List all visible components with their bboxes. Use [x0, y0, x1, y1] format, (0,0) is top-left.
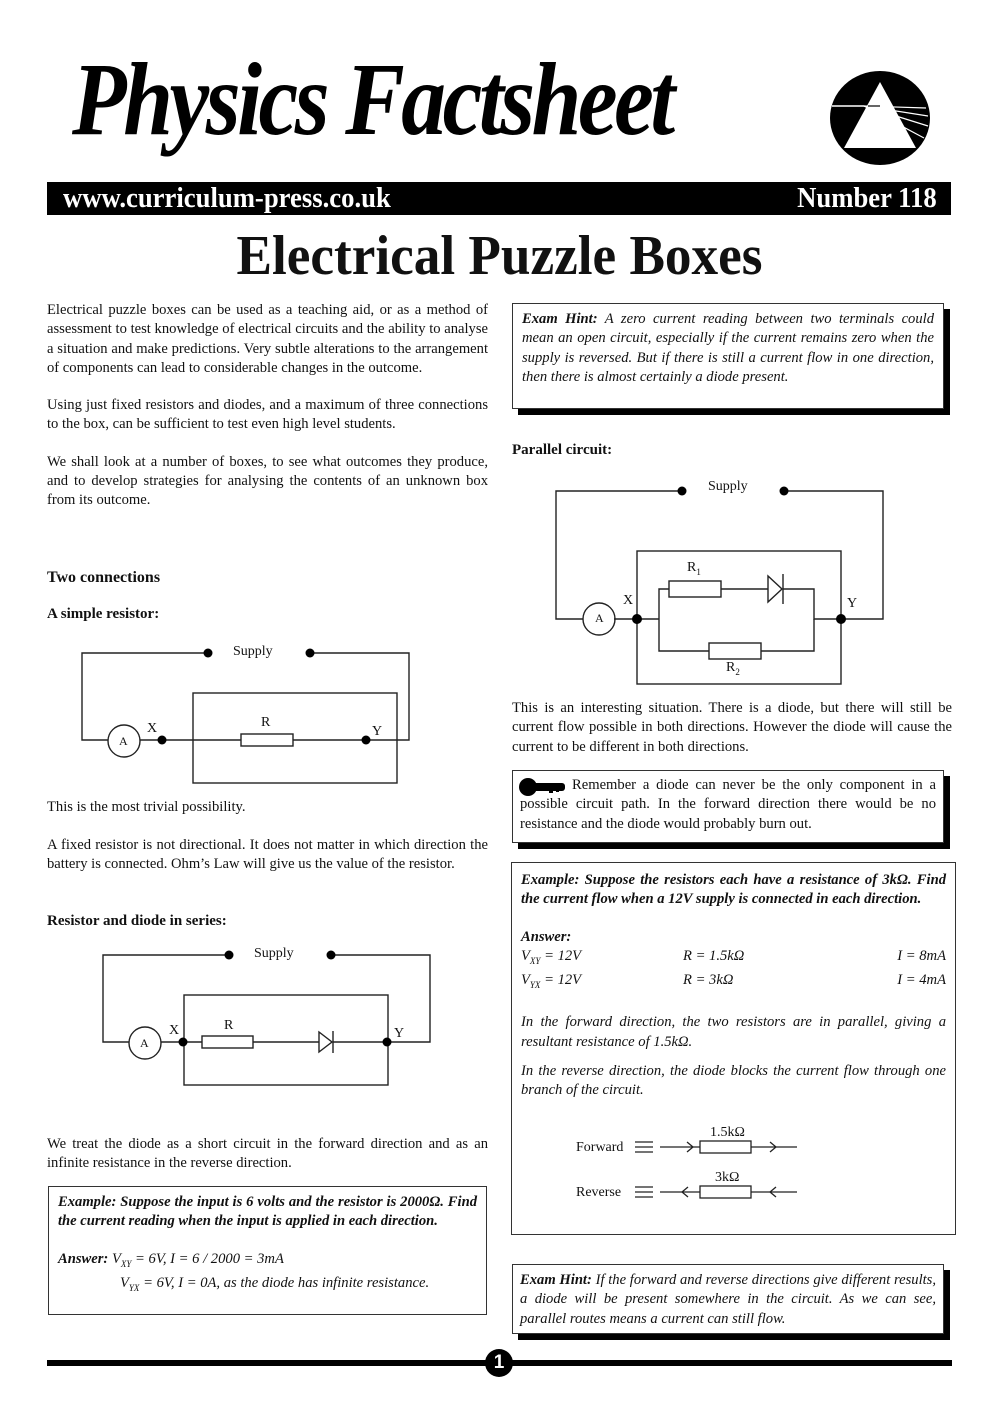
example-answer-line-1: Answer: $V_{XY} = 6V$, I = 6 / 2000 = 3mA — [58, 1250, 284, 1269]
terminal-x-label: X — [147, 721, 158, 736]
exam-hint-box-2 — [512, 1264, 944, 1334]
key-note-text: Remember a diode can never be the only component in a possible circuit path. In the forward direction there would be no resistance and the diode would probably burn out. — [520, 777, 936, 832]
prism-logo-icon — [828, 70, 932, 166]
exam-hint-1-text: Exam Hint: A zero current reading between two terminals could mean an open circuit, especially if the current remains zero when the supply is reversed. But if there is still a current flow in one direction, then there is almost certainly a diode present. — [522, 311, 935, 385]
masthead-bar — [47, 182, 951, 215]
forward-explanation: In the forward direction, the two resistors are in parallel, giving a resultant resistance of 1.5kΩ. — [521, 1014, 946, 1050]
intro-paragraph-3: We shall look at a number of boxes, to see what outcomes they produce, and to develop strategies for analysing the contents of an unknown box from its outcome. — [47, 453, 488, 509]
parallel-explanation-text: This is an interesting situation. There is a diode, but there will still be current flow possible in both directions. However the diode will cause the current to be different in both directions. — [512, 700, 952, 755]
supply-label: Supply — [233, 644, 273, 659]
answer-row-2: $V_{YX} = 12V$ R = 3kΩ I = 4mA — [521, 972, 946, 990]
exam-hint-label: Exam Hint: — [522, 311, 598, 327]
page-number: 1 — [485, 1349, 513, 1377]
ammeter-label: A — [595, 611, 604, 625]
simple-resistor-diagram — [70, 640, 420, 790]
intro-section — [47, 301, 488, 511]
answer-label: Answer: — [58, 1250, 109, 1267]
intro-paragraph-2: Using just fixed resistors and diodes, and a maximum of three connections to the box, can be sufficient to test even high level students. — [47, 397, 488, 433]
equivalent-circuits — [512, 1125, 957, 1215]
fixed-resistor-text: A fixed resistor is not directional. It does not matter in which direction the battery is connected. Ohm’s Law will give us the value of the resistor. — [47, 837, 488, 873]
answer-row-1: $V_{XY} = 12V$ R = 1.5kΩ I = 8mA — [521, 947, 946, 966]
reverse-label: Reverse — [576, 1185, 622, 1200]
trivial-text: This is the most trivial possibility. — [47, 799, 246, 815]
ammeter-label: A — [119, 734, 128, 748]
section-heading-two-connections: Two connections — [47, 569, 161, 586]
terminal-y-label: Y — [372, 724, 383, 739]
forward-label: Forward — [576, 1140, 624, 1155]
key-note-box — [512, 770, 944, 843]
terminal-y-label: Y — [847, 596, 858, 611]
r1-label: $R_1$ — [687, 560, 701, 577]
r2-label: $R_2$ — [726, 660, 740, 677]
page-title: Electrical Puzzle Boxes — [236, 225, 763, 287]
issue-number: Number 118 — [797, 182, 937, 214]
parallel-circuit-diagram — [540, 476, 900, 686]
diode-treatment-text: We treat the diode as a short circuit in the forward direction and as an infinite resistance in the reverse direction. — [47, 1136, 488, 1172]
resistor-label: R — [261, 715, 271, 730]
terminal-y-label: Y — [394, 1026, 405, 1041]
forward-value: 1.5kΩ — [710, 1125, 745, 1140]
ammeter-label: A — [140, 1036, 149, 1050]
supply-label: Supply — [254, 946, 294, 961]
heading-parallel-circuit: Parallel circuit: — [512, 442, 613, 458]
heading-simple-resistor: A simple resistor: — [47, 606, 160, 622]
series-circuit-diagram — [90, 942, 440, 1092]
heading-resistor-diode-series: Resistor and diode in series: — [47, 913, 227, 929]
example-box-series — [48, 1186, 487, 1315]
answer-label: Answer: — [521, 928, 572, 945]
terminal-x-label: X — [169, 1023, 180, 1038]
reverse-value: 3kΩ — [715, 1170, 740, 1185]
example-question: Example: Suppose the input is 6 volts and the resistor is 2000Ω. Find the current reading when the input is applied in each direction. — [58, 1194, 477, 1230]
exam-hint-box-1 — [512, 303, 944, 409]
resistor-label: R — [224, 1018, 234, 1033]
supply-label: Supply — [708, 479, 748, 494]
exam-hint-2-text: Exam Hint: If the forward and reverse directions give different results, a diode will be present somewhere in the circuit. As we can see, parallel routes means a current can still flow. — [520, 1272, 937, 1327]
reverse-explanation: In the reverse direction, the diode blocks the current flow through one branch of the circuit. — [521, 1062, 946, 1099]
example-box-parallel — [511, 862, 956, 1235]
example-answer-line-2: $V_{YX} = 6V$, I = 0A, as the diode has infinite resistance. — [120, 1274, 430, 1293]
key-icon — [519, 777, 567, 802]
terminal-x-label: X — [623, 593, 634, 608]
website-url[interactable]: www.curriculum-press.co.uk — [63, 182, 391, 214]
masthead-title: Physics Factsheet — [72, 42, 672, 157]
exam-hint-label: Exam Hint: — [520, 1272, 592, 1288]
example-question: Example: Suppose the resistors each have a resistance of 3kΩ. Find the current flow when a 12V supply is connected in each direction. — [521, 872, 946, 908]
intro-paragraph-1: Electrical puzzle boxes can be used as a teaching aid, or as a method of assessment to test knowledge of electrical circuits and the ability to analyse a situation and make predictions. Very subtle alterations to the arrangement of components can lead to considerable changes in the outcome. — [47, 302, 488, 376]
